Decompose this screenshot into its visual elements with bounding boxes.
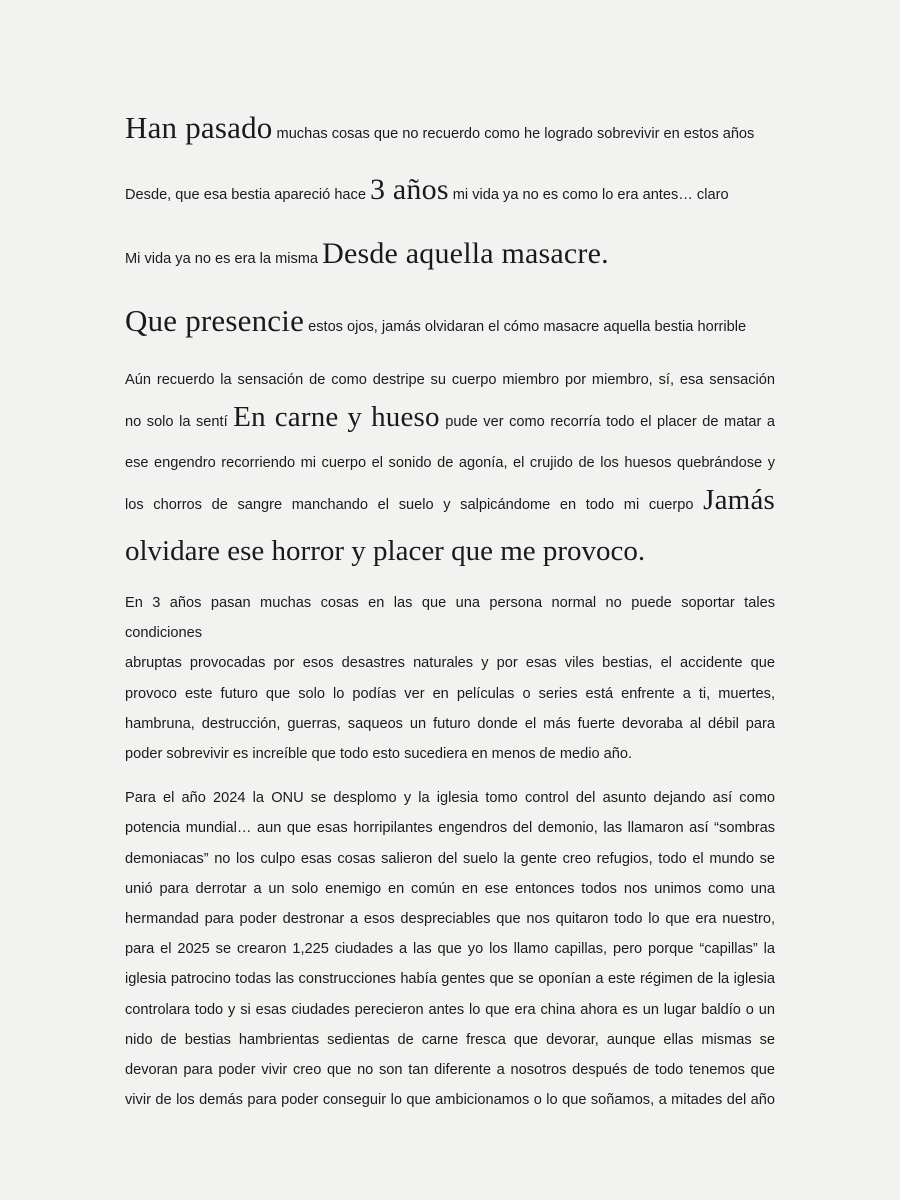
paragraph-line: potencia mundial… aun que esas horripilantes engendros del demonio, las llamaron así “sombras	[125, 820, 775, 837]
heading-line-3	[125, 222, 775, 286]
heading-line-2	[125, 158, 775, 222]
paragraph-line: Aún recuerdo la sensación de como destripe su cuerpo miembro por miembro, sí, esa sensación	[125, 372, 775, 388]
paragraph-line: devoran para poder vivir creo que no son tan diferente a nosotros después de todo tenemos que	[125, 1062, 775, 1079]
heading-line-4	[125, 286, 775, 356]
heading-line-1	[125, 98, 775, 158]
paragraph-line: demoniacas” no los culpo esas cosas salieron del suelo la gente creo refugios, todo el mundo se	[125, 850, 775, 867]
large-phrase: Que presencie	[125, 303, 305, 338]
paragraph-3	[125, 783, 775, 1115]
body-text: Desde, que esa bestia apareció hace	[125, 187, 371, 203]
paragraph-line: para el 2025 se crearon 1,225 ciudades a las que yo los llamo capillas, pero porque “capillas” la	[125, 941, 775, 958]
body-text: no solo la sentí	[125, 413, 234, 430]
paragraph-line: abruptas provocadas por esos desastres naturales y por esas viles bestias, el accidente que	[125, 655, 775, 672]
paragraph-1-final-line: olvidare ese horror y placer que me provoco.	[125, 535, 646, 567]
page-content	[125, 98, 775, 1115]
paragraph-line: controlara todo y si esas ciudades perecieron antes lo que era china ahora es un lugar baldío o un	[125, 1001, 775, 1018]
paragraph-line: hambruna, destrucción, guerras, saqueos un futuro donde el más fuerte devoraba al débil para	[125, 715, 775, 732]
large-phrase: En carne y hueso	[233, 400, 440, 433]
large-phrase: Jamás	[703, 483, 775, 516]
body-text: pude ver como recorría todo el placer de matar a	[439, 413, 776, 430]
paragraph-line: Para el año 2024 la ONU se desplomo y la iglesia tomo control del asunto dejando así como	[125, 790, 775, 807]
paragraph-1	[125, 360, 775, 526]
large-phrase: 3 años	[370, 173, 449, 206]
body-text: mi vida ya no es como lo era antes… claro	[448, 187, 729, 203]
paragraph-line: ese engendro recorriendo mi cuerpo el sonido de agonía, el crujido de los huesos quebrándose y	[125, 455, 775, 471]
body-text: estos ojos, jamás olvidaran el cómo masacre aquella bestia horrible	[304, 319, 747, 335]
body-text: muchas cosas que no recuerdo como he logrado sobrevivir en estos años	[272, 126, 755, 142]
paragraph-line: unió para derrotar a un solo enemigo en común en ese entonces todos nos unimos como una	[125, 880, 775, 897]
paragraph-line: vivir de los demás para poder conseguir lo que ambicionamos o lo que soñamos, a mitades del año	[125, 1092, 775, 1109]
paragraph-line: hermandad para poder destronar a esos despreciables que nos quitaron todo lo que era nuestro,	[125, 911, 775, 928]
paragraph-line: En 3 años pasan muchas cosas en las que una persona normal no puede soportar tales condiciones	[125, 595, 775, 642]
paragraph-line: iglesia patrocino todas las construcciones había gentes que se oponían a este régimen de la iglesia	[125, 971, 775, 988]
paragraph-line	[125, 402, 775, 444]
body-text: los chorros de sangre manchando el suelo y salpicándome en todo mi cuerpo	[125, 496, 704, 513]
large-phrase: Han pasado	[125, 110, 273, 145]
body-text: Mi vida ya no es era la misma	[125, 251, 323, 267]
paragraph-line	[125, 485, 775, 527]
large-phrase: Desde aquella masacre.	[322, 237, 609, 270]
paragraph-2	[125, 588, 775, 769]
paragraph-line: poder sobrevivir es increíble que todo esto sucediera en menos de medio año.	[125, 746, 633, 763]
paragraph-line: provoco este futuro que solo lo podías ver en películas o series está enfrente a ti, muertes,	[125, 685, 775, 702]
paragraph-line: nido de bestias hambrientas sedientas de carne fresca que devorar, aunque ellas mismas se	[125, 1031, 775, 1048]
